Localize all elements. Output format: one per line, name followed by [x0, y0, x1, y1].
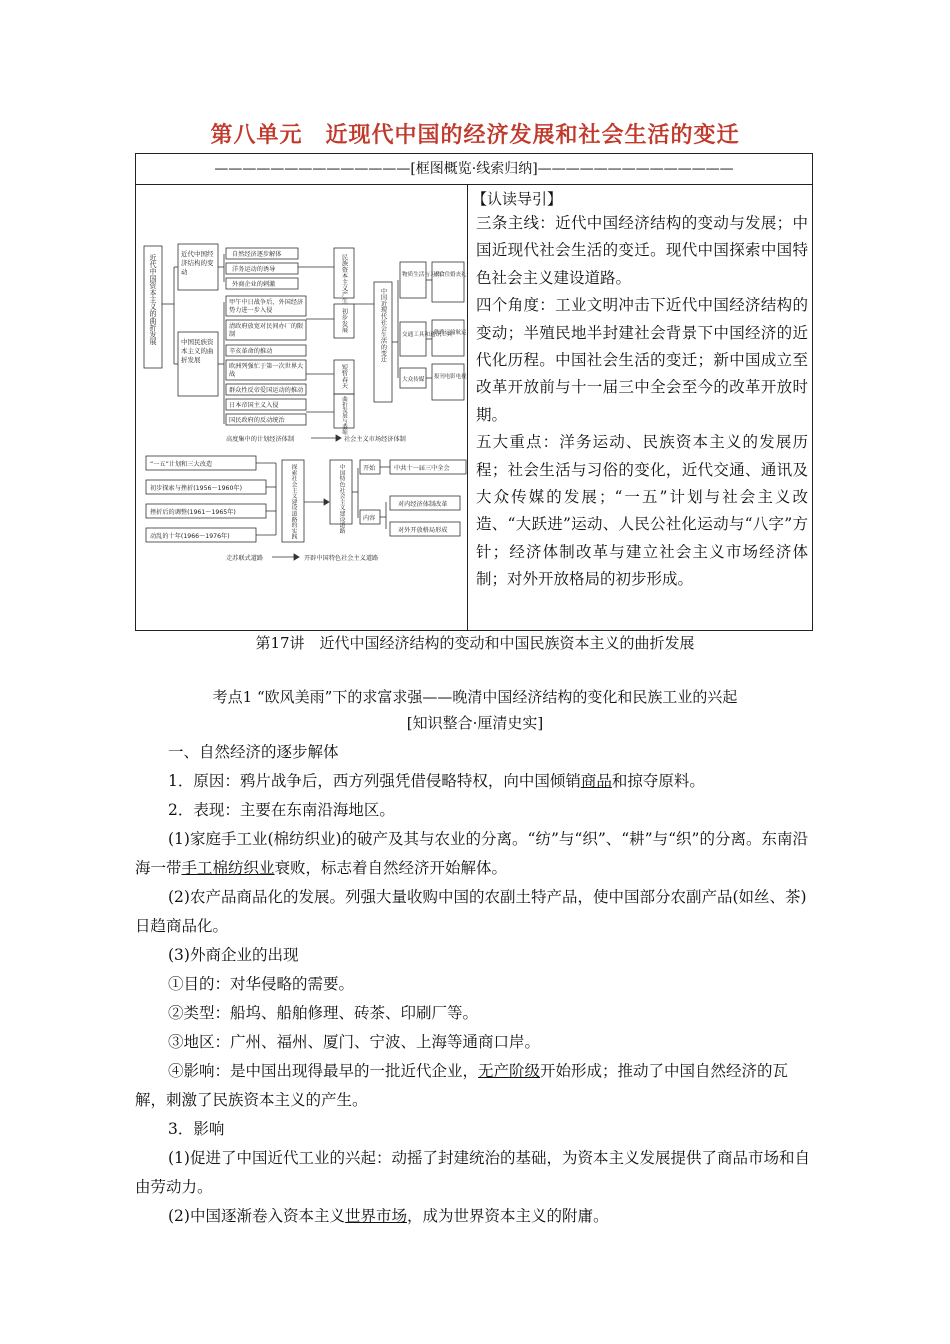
diagram-soc-result: 铁路运输航运 [434, 330, 467, 336]
diagram-nat-item: 国民政府的反动统治 [229, 417, 285, 424]
diagram-soc-item: 物质生活与习俗 [402, 272, 442, 278]
diagram-econ-item: 洋务运动的诱导 [232, 266, 276, 273]
diagram-nat-item: 甲午中日战争后，外国经济势力进一步入侵 [229, 299, 304, 314]
diagram-content-label: 内容 [363, 515, 376, 522]
diagram-explore-item: 动乱的十年(1966～1976年) [150, 533, 230, 540]
diagram-start-label: 开始 [363, 465, 376, 472]
diagram-soc-item: 大众传媒 [402, 377, 425, 383]
heading: 一、自然经济的逐步解体 [168, 743, 339, 761]
underlined-term: 无产阶级 [478, 1062, 541, 1080]
concept-diagram-cell [136, 184, 468, 630]
paragraph: (3)外商企业的出现 [168, 946, 299, 964]
diagram-content-item: 对内经济体制改革 [398, 501, 448, 508]
concept-diagram [136, 184, 467, 630]
diagram-stage: 初步发展 [340, 308, 348, 333]
unit-title: 第八单元 近现代中国的经济发展和社会生活的变迁 [210, 123, 740, 148]
diagram-transition-left: 高度集中的计划经济体制 [226, 436, 295, 443]
diagram-start-item: 中共十一届三中全会 [394, 465, 450, 472]
diagram-soc-result: 衣食住婚丧礼 [434, 272, 467, 278]
diagram-econ-item: 自然经济逐步解体 [232, 251, 282, 258]
diagram-content-item: 对外开放格局形成 [398, 527, 448, 534]
paragraph: (1)家庭手工业(棉纺织业)的破产及其与农业的分离。“纺”与“织”、“耕”与“织”的分离。东南沿海一带手工棉纺织业衰败，标志着自然经济开始解体。 [135, 830, 808, 877]
paragraph: 2．表现：主要在东南沿海地区。 [168, 801, 395, 819]
diagram-nat-item: 辛亥革命的推动 [229, 348, 273, 355]
diagram-econ-item: 外商企业的刺激 [232, 281, 276, 288]
diagram-bottom-right: 开辟中国特色社会主义道路 [304, 555, 379, 562]
diagram-stage: 短暂春天 [340, 364, 348, 389]
diagram-explore: 探索社会主义建设道路的实践 [290, 464, 296, 540]
diagram-bottom-left: 走苏联式道路 [226, 555, 264, 562]
guide-paragraph: 三条主线：近代中国经济结构的变动与发展；中国近现代社会生活的变迁。现代中国探索中国特色社会主义建设道路。 [476, 214, 808, 287]
diagram-econ-change: 近代中国经济结构的变动 [181, 250, 214, 276]
diagram-nat-item: 日本帝国主义入侵 [229, 402, 279, 409]
paragraph: ①目的：对华侵略的需要。 [168, 975, 355, 993]
underlined-term: 世界市场 [344, 1207, 407, 1225]
diagram-root: 近代中国资本主义的曲折发展 [149, 254, 157, 345]
diagram-nat-cap: 中国民族资本主义的曲折发展 [181, 338, 214, 364]
guide-paragraph: 五大重点：洋务运动、民族资本主义的发展历程；社会生活与习俗的变化，近代交通、通讯及大众传媒的发展；“一五”计划与社会主义改造、“大跃进”运动、人民公社化运动与“八字”方针；经济体制改革与建立社会主义市场经济体制；对外开放格局的初步形成。 [476, 433, 808, 589]
guide-paragraph: 四个角度：工业文明冲击下近代中国经济结构的变动；半殖民地半封建社会背景下中国经济的近代化历程。中国社会生活的变迁；新中国成立至改革开放前与十一届三中全会至今的改革开放时期。 [476, 296, 808, 424]
paragraph: (1)促进了中国近代工业的兴起：动摇了封建统治的基础，为资本主义发展提供了商品市场和自由劳动力。 [135, 1149, 810, 1196]
underlined-term: 手工棉纺织业 [181, 859, 275, 877]
diagram-explore-item: 挫折后的调整(1961～1965年) [150, 509, 236, 516]
reading-guide-cell [468, 184, 812, 630]
diagram-transition-right: 社会主义市场经济体制 [344, 436, 406, 443]
diagram-stage: 民族资本主义产生 [340, 254, 348, 304]
section-tag: [知识整合·厘清史实] [406, 714, 544, 732]
lecture-title: 第17讲 近代中国经济结构的变动和中国民族资本主义的曲折发展 [255, 634, 695, 652]
diagram-stage: 曲折发展与萎缩 [341, 396, 347, 435]
paragraph: (2)中国逐渐卷入资本主义世界市场，成为世界资本主义的附庸。 [168, 1207, 609, 1225]
guide-text [476, 210, 808, 594]
paragraph: ④影响：是中国出现得最早的一批近代企业，无产阶级开始形成；推动了中国自然经济的瓦解，刺激了民族资本主义的产生。 [135, 1062, 789, 1109]
underlined-term: 商品 [580, 772, 612, 790]
diagram-explore-item: “一五”计划和三大改造 [150, 461, 213, 468]
paragraph: 3．影响 [168, 1120, 225, 1138]
diagram-nat-item: 群众性反帝爱国运动的推动 [229, 387, 304, 394]
paragraph: ②类型：船坞、船舶修理、砖茶、印刷厂等。 [168, 1004, 479, 1022]
paragraph: 1．原因：鸦片战争后，西方列强凭借侵略特权，向中国倾销商品和掠夺原料。 [168, 772, 705, 790]
paragraph: ③地区：广州、福州、厦门、宁波、上海等通商口岸。 [168, 1033, 541, 1051]
diagram-society: 中国近现代社会生活的变迁 [379, 288, 387, 363]
overview-frame [135, 153, 813, 631]
diagram-nat-item: 清政府放宽对民间办厂的限制 [229, 323, 304, 338]
body-text [135, 738, 815, 1231]
frame-header: ——————————————[框图概览·线索归纳]—————————————— [136, 154, 812, 185]
diagram-nat-item: 欧洲列强忙于第一次世界大战 [229, 363, 304, 378]
paragraph: (2)农产品商品化的发展。列强大量收购中国的农副土特产品，使中国部分农副产品(如丝、茶)日趋商品化。 [135, 888, 807, 935]
diagram-socialism: 中国特色社会主义建设道路 [338, 464, 344, 534]
diagram-explore-item: 初步探索与挫折(1956～1960年) [150, 485, 243, 492]
diagram-soc-result: 报刊电影电视 [434, 374, 467, 380]
kaodian-title: 考点1 “欧风美雨”下的求富求强——晚清中国经济结构的变化和民族工业的兴起 [212, 688, 738, 706]
diagram-soc-item: 交通工具和通讯工具 [402, 332, 453, 338]
guide-title: 【认读导引】 [472, 190, 563, 208]
